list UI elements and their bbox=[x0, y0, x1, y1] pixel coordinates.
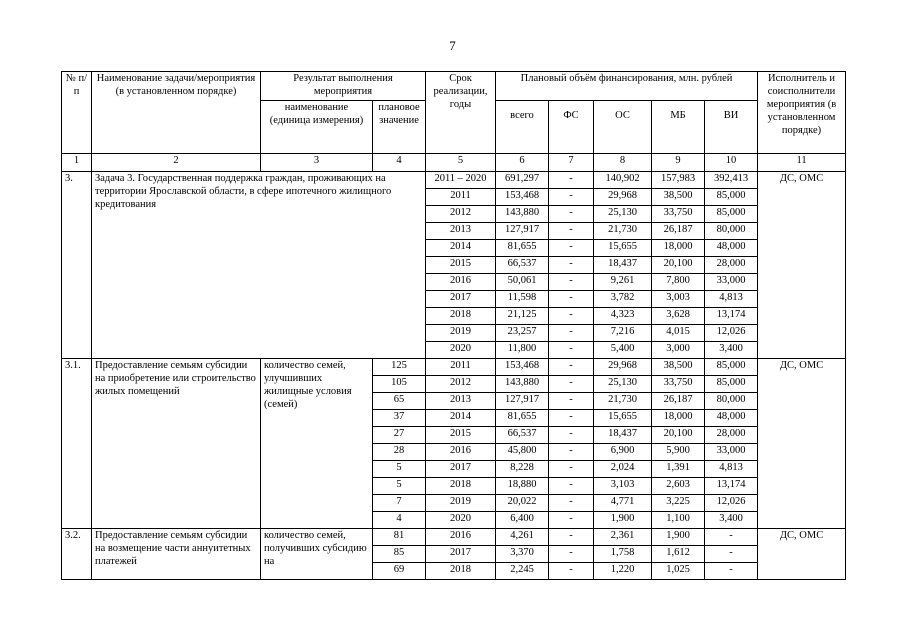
os-cell: 5,400 bbox=[594, 342, 652, 359]
year-cell: 2011 bbox=[426, 359, 496, 376]
fs-cell: - bbox=[549, 257, 594, 274]
vi-cell: 12,026 bbox=[705, 325, 758, 342]
year-cell: 2018 bbox=[426, 563, 496, 580]
column-number: 1 bbox=[62, 154, 92, 172]
year-cell: 2015 bbox=[426, 257, 496, 274]
os-cell: 3,782 bbox=[594, 291, 652, 308]
header-result: Результат выполнения мероприятия bbox=[261, 72, 426, 101]
fs-cell: - bbox=[549, 410, 594, 427]
column-number: 8 bbox=[594, 154, 652, 172]
fs-cell: - bbox=[549, 512, 594, 529]
fs-cell: - bbox=[549, 427, 594, 444]
vi-cell: 80,000 bbox=[705, 393, 758, 410]
header-result-plan: плановое значение bbox=[373, 101, 426, 154]
vi-cell: 392,413 bbox=[705, 172, 758, 189]
os-cell: 1,220 bbox=[594, 563, 652, 580]
year-cell: 2019 bbox=[426, 325, 496, 342]
fs-cell: - bbox=[549, 291, 594, 308]
financing-table bbox=[61, 71, 846, 580]
total-cell: 45,800 bbox=[496, 444, 549, 461]
os-cell: 9,261 bbox=[594, 274, 652, 291]
executor: ДС, ОМС bbox=[758, 172, 846, 359]
header-task-name: Наименование задачи/мероприятия (в установленном порядке) bbox=[92, 72, 261, 154]
total-cell: 11,800 bbox=[496, 342, 549, 359]
plan-value: 5 bbox=[373, 461, 426, 478]
fs-cell: - bbox=[549, 223, 594, 240]
plan-value: 85 bbox=[373, 546, 426, 563]
year-cell: 2019 bbox=[426, 495, 496, 512]
vi-cell: 4,813 bbox=[705, 461, 758, 478]
fs-cell: - bbox=[549, 444, 594, 461]
os-cell: 21,730 bbox=[594, 223, 652, 240]
total-cell: 127,917 bbox=[496, 393, 549, 410]
mb-cell: 33,750 bbox=[652, 376, 705, 393]
vi-cell: 13,174 bbox=[705, 308, 758, 325]
vi-cell: - bbox=[705, 546, 758, 563]
vi-cell: 48,000 bbox=[705, 410, 758, 427]
year-cell: 2013 bbox=[426, 223, 496, 240]
mb-cell: 1,900 bbox=[652, 529, 705, 546]
column-numbers-row bbox=[62, 154, 846, 172]
year-cell: 2017 bbox=[426, 291, 496, 308]
total-cell: 127,917 bbox=[496, 223, 549, 240]
year-cell: 2015 bbox=[426, 427, 496, 444]
header-total: всего bbox=[496, 101, 549, 154]
plan-value: 5 bbox=[373, 478, 426, 495]
vi-cell: 85,000 bbox=[705, 359, 758, 376]
year-cell: 2017 bbox=[426, 461, 496, 478]
year-cell: 2012 bbox=[426, 376, 496, 393]
executor: ДС, ОМС bbox=[758, 359, 846, 529]
fs-cell: - bbox=[549, 359, 594, 376]
row-number: 3. bbox=[62, 172, 92, 359]
plan-value: 27 bbox=[373, 427, 426, 444]
column-number: 9 bbox=[652, 154, 705, 172]
plan-value: 125 bbox=[373, 359, 426, 376]
mb-cell: 4,015 bbox=[652, 325, 705, 342]
os-cell: 4,323 bbox=[594, 308, 652, 325]
year-cell: 2016 bbox=[426, 444, 496, 461]
year-cell: 2011 – 2020 bbox=[426, 172, 496, 189]
year-cell: 2018 bbox=[426, 308, 496, 325]
vi-cell: 48,000 bbox=[705, 240, 758, 257]
total-cell: 153,468 bbox=[496, 359, 549, 376]
header-mb: МБ bbox=[652, 101, 705, 154]
os-cell: 2,361 bbox=[594, 529, 652, 546]
os-cell: 18,437 bbox=[594, 427, 652, 444]
year-cell: 2020 bbox=[426, 512, 496, 529]
mb-cell: 20,100 bbox=[652, 427, 705, 444]
total-cell: 20,022 bbox=[496, 495, 549, 512]
year-cell: 2013 bbox=[426, 393, 496, 410]
result-name: количество семей, улучшивших жилищные условия (семей) bbox=[261, 359, 373, 529]
year-cell: 2016 bbox=[426, 274, 496, 291]
mb-cell: 1,100 bbox=[652, 512, 705, 529]
year-cell: 2016 bbox=[426, 529, 496, 546]
fs-cell: - bbox=[549, 206, 594, 223]
vi-cell: - bbox=[705, 563, 758, 580]
fs-cell: - bbox=[549, 393, 594, 410]
executor: ДС, ОМС bbox=[758, 529, 846, 580]
mb-cell: 2,603 bbox=[652, 478, 705, 495]
mb-cell: 157,983 bbox=[652, 172, 705, 189]
year-cell: 2014 bbox=[426, 410, 496, 427]
row-number: 3.1. bbox=[62, 359, 92, 529]
total-cell: 3,370 bbox=[496, 546, 549, 563]
fs-cell: - bbox=[549, 529, 594, 546]
os-cell: 29,968 bbox=[594, 189, 652, 206]
total-cell: 153,468 bbox=[496, 189, 549, 206]
vi-cell: 3,400 bbox=[705, 342, 758, 359]
total-cell: 81,655 bbox=[496, 410, 549, 427]
total-cell: 8,228 bbox=[496, 461, 549, 478]
header-vi: ВИ bbox=[705, 101, 758, 154]
row-number: 3.2. bbox=[62, 529, 92, 580]
header-finance: Плановый объём финансирования, млн. рублей bbox=[496, 72, 758, 101]
os-cell: 7,216 bbox=[594, 325, 652, 342]
mb-cell: 7,800 bbox=[652, 274, 705, 291]
total-cell: 66,537 bbox=[496, 257, 549, 274]
mb-cell: 3,225 bbox=[652, 495, 705, 512]
plan-value: 65 bbox=[373, 393, 426, 410]
total-cell: 50,061 bbox=[496, 274, 549, 291]
mb-cell: 33,750 bbox=[652, 206, 705, 223]
fs-cell: - bbox=[549, 342, 594, 359]
vi-cell: 85,000 bbox=[705, 189, 758, 206]
vi-cell: 13,174 bbox=[705, 478, 758, 495]
os-cell: 2,024 bbox=[594, 461, 652, 478]
total-cell: 2,245 bbox=[496, 563, 549, 580]
os-cell: 4,771 bbox=[594, 495, 652, 512]
fs-cell: - bbox=[549, 172, 594, 189]
vi-cell: 3,400 bbox=[705, 512, 758, 529]
plan-value: 4 bbox=[373, 512, 426, 529]
header-fs: ФС bbox=[549, 101, 594, 154]
mb-cell: 18,000 bbox=[652, 240, 705, 257]
fs-cell: - bbox=[549, 376, 594, 393]
fs-cell: - bbox=[549, 240, 594, 257]
activity-name: Предоставление семьям субсидии на возмещение части аннуитетных платежей bbox=[92, 529, 261, 580]
header-executor: Исполнитель и соисполнители мероприятия (в установленном порядке) bbox=[758, 72, 846, 154]
mb-cell: 20,100 bbox=[652, 257, 705, 274]
vi-cell: 28,000 bbox=[705, 257, 758, 274]
column-number: 6 bbox=[496, 154, 549, 172]
mb-cell: 3,000 bbox=[652, 342, 705, 359]
vi-cell: 28,000 bbox=[705, 427, 758, 444]
os-cell: 1,900 bbox=[594, 512, 652, 529]
year-cell: 2014 bbox=[426, 240, 496, 257]
mb-cell: 38,500 bbox=[652, 359, 705, 376]
activity-row bbox=[62, 529, 846, 546]
column-number: 2 bbox=[92, 154, 261, 172]
mb-cell: 26,187 bbox=[652, 223, 705, 240]
plan-value: 105 bbox=[373, 376, 426, 393]
vi-cell: 33,000 bbox=[705, 444, 758, 461]
mb-cell: 3,003 bbox=[652, 291, 705, 308]
task-name: Задача 3. Государственная поддержка граждан, проживающих на территории Ярославской области, в сфере ипотечного жилищного кредитования bbox=[92, 172, 426, 359]
os-cell: 6,900 bbox=[594, 444, 652, 461]
activity-row bbox=[62, 359, 846, 376]
os-cell: 1,758 bbox=[594, 546, 652, 563]
plan-value: 28 bbox=[373, 444, 426, 461]
mb-cell: 1,391 bbox=[652, 461, 705, 478]
mb-cell: 26,187 bbox=[652, 393, 705, 410]
vi-cell: 33,000 bbox=[705, 274, 758, 291]
column-number: 4 bbox=[373, 154, 426, 172]
total-cell: 143,880 bbox=[496, 206, 549, 223]
vi-cell: - bbox=[705, 529, 758, 546]
plan-value: 81 bbox=[373, 529, 426, 546]
column-number: 7 bbox=[549, 154, 594, 172]
column-number: 11 bbox=[758, 154, 846, 172]
year-cell: 2018 bbox=[426, 478, 496, 495]
plan-value: 7 bbox=[373, 495, 426, 512]
fs-cell: - bbox=[549, 563, 594, 580]
fs-cell: - bbox=[549, 495, 594, 512]
mb-cell: 5,900 bbox=[652, 444, 705, 461]
task-row bbox=[62, 172, 846, 189]
mb-cell: 1,025 bbox=[652, 563, 705, 580]
mb-cell: 3,628 bbox=[652, 308, 705, 325]
os-cell: 15,655 bbox=[594, 410, 652, 427]
total-cell: 6,400 bbox=[496, 512, 549, 529]
vi-cell: 12,026 bbox=[705, 495, 758, 512]
year-cell: 2011 bbox=[426, 189, 496, 206]
mb-cell: 1,612 bbox=[652, 546, 705, 563]
fs-cell: - bbox=[549, 546, 594, 563]
plan-value: 37 bbox=[373, 410, 426, 427]
mb-cell: 38,500 bbox=[652, 189, 705, 206]
fs-cell: - bbox=[549, 189, 594, 206]
total-cell: 4,261 bbox=[496, 529, 549, 546]
vi-cell: 85,000 bbox=[705, 376, 758, 393]
column-number: 5 bbox=[426, 154, 496, 172]
total-cell: 143,880 bbox=[496, 376, 549, 393]
fs-cell: - bbox=[549, 478, 594, 495]
activity-name: Предоставление семьям субсидии на приобретение или строительство жилых помещений bbox=[92, 359, 261, 529]
os-cell: 25,130 bbox=[594, 376, 652, 393]
header-os: ОС bbox=[594, 101, 652, 154]
vi-cell: 80,000 bbox=[705, 223, 758, 240]
total-cell: 66,537 bbox=[496, 427, 549, 444]
table-body bbox=[62, 172, 846, 580]
year-cell: 2017 bbox=[426, 546, 496, 563]
fs-cell: - bbox=[549, 461, 594, 478]
result-name: количество семей, получивших субсидию на bbox=[261, 529, 373, 580]
fs-cell: - bbox=[549, 325, 594, 342]
total-cell: 11,598 bbox=[496, 291, 549, 308]
os-cell: 25,130 bbox=[594, 206, 652, 223]
total-cell: 81,655 bbox=[496, 240, 549, 257]
header-result-name: наименование (единица измерения) bbox=[261, 101, 373, 154]
header-no: № п/п bbox=[62, 72, 92, 154]
os-cell: 140,902 bbox=[594, 172, 652, 189]
year-cell: 2012 bbox=[426, 206, 496, 223]
vi-cell: 85,000 bbox=[705, 206, 758, 223]
mb-cell: 18,000 bbox=[652, 410, 705, 427]
os-cell: 3,103 bbox=[594, 478, 652, 495]
total-cell: 21,125 bbox=[496, 308, 549, 325]
fs-cell: - bbox=[549, 308, 594, 325]
os-cell: 29,968 bbox=[594, 359, 652, 376]
plan-value: 69 bbox=[373, 563, 426, 580]
column-number: 3 bbox=[261, 154, 373, 172]
os-cell: 15,655 bbox=[594, 240, 652, 257]
total-cell: 23,257 bbox=[496, 325, 549, 342]
fs-cell: - bbox=[549, 274, 594, 291]
header-term: Срок реализации, годы bbox=[426, 72, 496, 154]
os-cell: 18,437 bbox=[594, 257, 652, 274]
vi-cell: 4,813 bbox=[705, 291, 758, 308]
column-number: 10 bbox=[705, 154, 758, 172]
os-cell: 21,730 bbox=[594, 393, 652, 410]
total-cell: 18,880 bbox=[496, 478, 549, 495]
page-number: 7 bbox=[449, 38, 456, 53]
total-cell: 691,297 bbox=[496, 172, 549, 189]
year-cell: 2020 bbox=[426, 342, 496, 359]
